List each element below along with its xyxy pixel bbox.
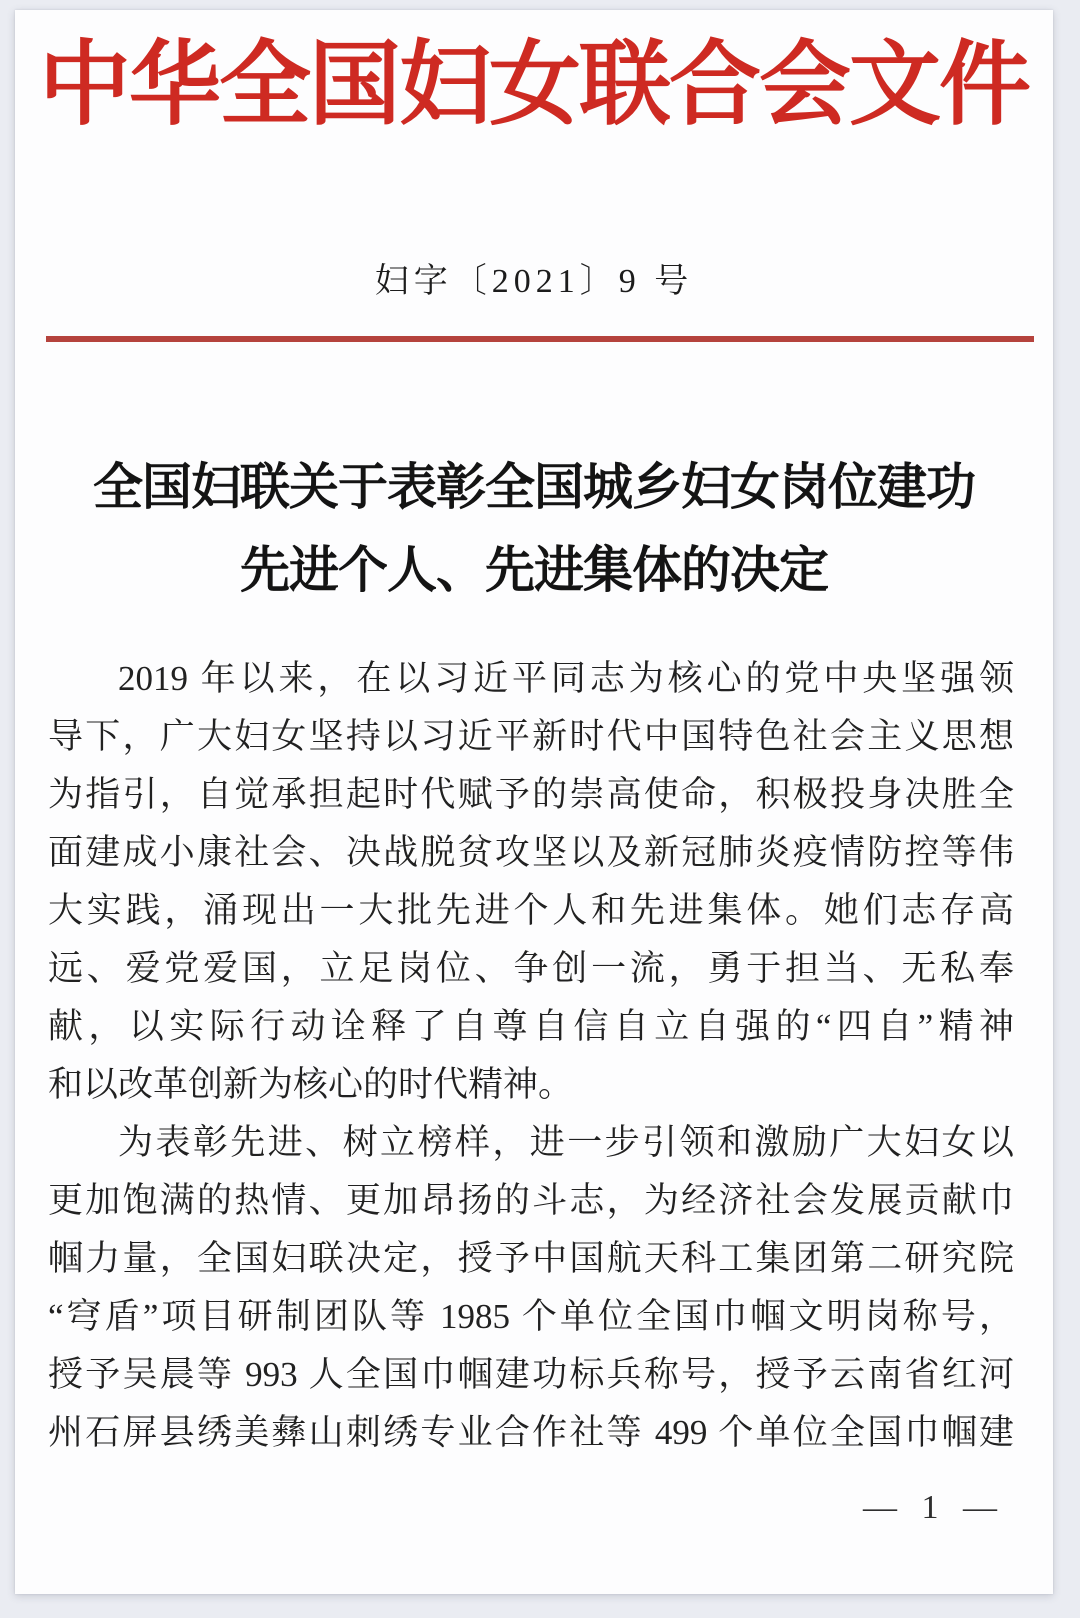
body-text-line: 帼力量，全国妇联决定，授予中国航天科工集团第二研究院 [48, 1239, 1014, 1278]
body-text-line: 为指引，自觉承担起时代赋予的崇高使命，积极投身决胜全 [48, 775, 1014, 814]
body-text-line: 授予吴晨等 993 人全国巾帼建功标兵称号，授予云南省红河 [48, 1355, 1014, 1394]
document-body [48, 650, 1014, 1462]
body-text-line: “穹盾”项目研制团队等 1985 个单位全国巾帼文明岗称号， [48, 1297, 1014, 1336]
document-header-org-title: 中华全国妇女联合会文件 [38, 34, 1029, 136]
red-divider-line [46, 336, 1034, 342]
body-text-line: 献，以实际行动诠释了自尊自信自立自强的“四自”精神 [48, 1007, 1014, 1046]
body-text-line: 远、爱党爱国，立足岗位、争创一流，勇于担当、无私奉 [48, 949, 1014, 988]
body-text-line: 更加饱满的热情、更加昂扬的斗志，为经济社会发展贡献巾 [48, 1181, 1014, 1220]
page-number: — 1 — [863, 1489, 1005, 1526]
body-text-line: 导下，广大妇女坚持以习近平新时代中国特色社会主义思想 [48, 717, 1014, 756]
body-text-line: 2019 年以来，在以习近平同志为核心的党中央坚强领 [118, 659, 1014, 698]
document-number: 妇字〔2021〕9 号 [374, 263, 694, 300]
document-page [15, 10, 1053, 1594]
body-text-line: 大实践，涌现出一大批先进个人和先进集体。她们志存高 [48, 891, 1014, 930]
body-text-line: 面建成小康社会、决战脱贫攻坚以及新冠肺炎疫情防控等伟 [48, 833, 1014, 872]
body-text-line: 和以改革创新为核心的时代精神。 [48, 1065, 574, 1104]
document-title-line-1: 全国妇联关于表彰全国城乡妇女岗位建功 [93, 459, 975, 515]
document-title [15, 446, 1053, 612]
body-text-line: 为表彰先进、树立榜样，进一步引领和激励广大妇女以 [118, 1123, 1014, 1162]
document-title-line-2: 先进个人、先进集体的决定 [240, 542, 828, 598]
body-text-line: 州石屏县绣美彝山刺绣专业合作社等 499 个单位全国巾帼建 [48, 1413, 1014, 1452]
